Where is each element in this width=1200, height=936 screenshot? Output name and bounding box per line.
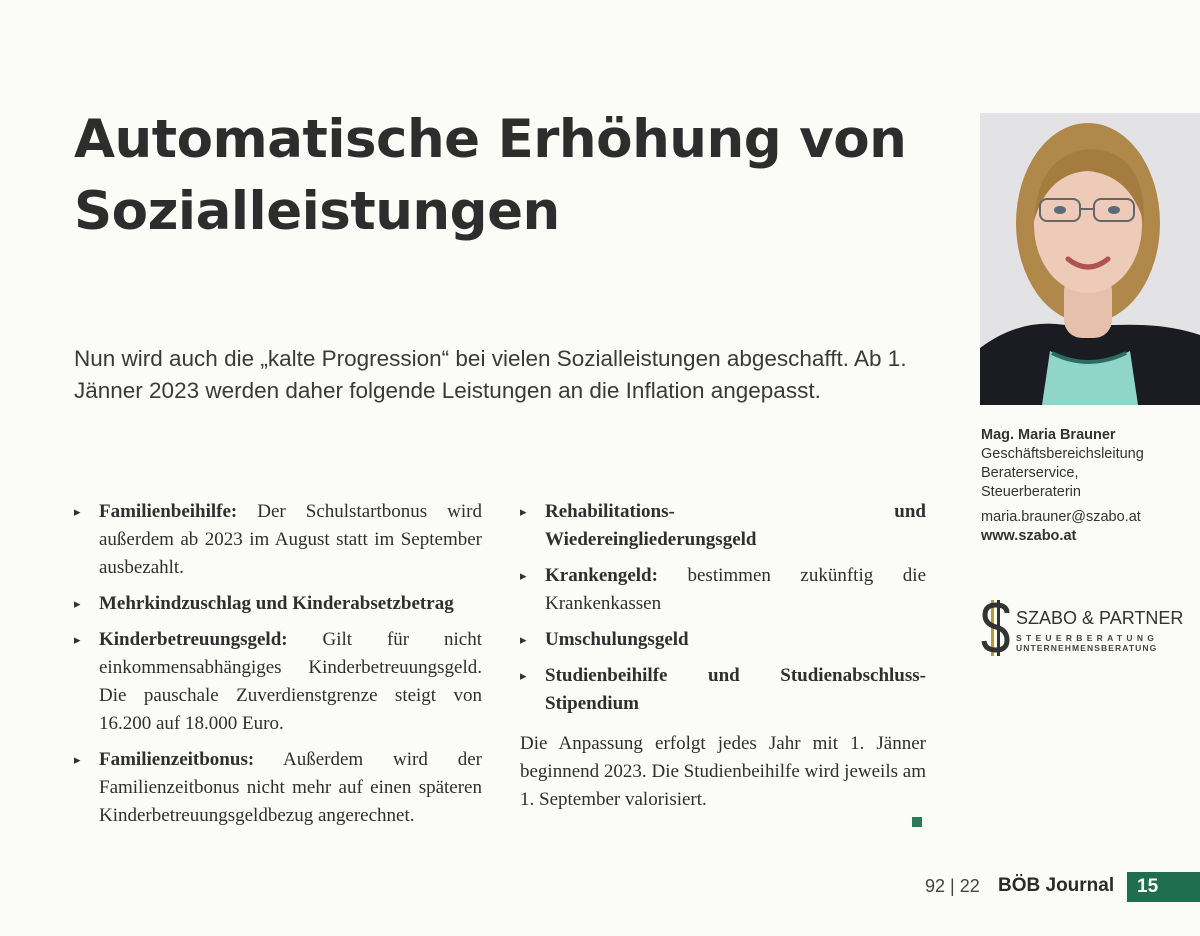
list-item-term: Kinderbetreuungsgeld: [99,629,288,650]
list-item [520,562,926,618]
author-box [981,426,1196,546]
triangle-right-icon: ▸ [520,504,527,519]
logo-subline: STEUERBERATUNG [1016,633,1159,643]
triangle-right-icon: ▸ [520,568,527,583]
author-role-line: Beraterservice, [981,465,1079,481]
page-footer [925,872,1200,902]
triangle-right-icon: ▸ [520,668,527,683]
list-item-term: Familienbeihilfe: [99,501,238,522]
dollar-sign-icon [980,600,1012,656]
author-website[interactable]: www.szabo.at [981,528,1077,544]
list-item-text: Der Schulstartbonus wird außerdem ab 2023 im August statt im September ausbezahlt. [99,501,482,578]
list-item [520,626,926,654]
author-role-line: Steuerberaterin [981,484,1081,500]
list-item-term: Mehrkindzuschlag und Kinderabsetzbetrag [99,593,454,614]
page-number: 15 [1127,872,1200,902]
list-item-term: Umschulungsgeld [545,629,689,650]
list-item [74,746,482,830]
list-item-text: Außerdem wird der Familienzeitbonus nicht mehr auf einen späteren Kinderbetreuungsgeldbezug angerechnet. [99,749,482,826]
triangle-right-icon: ▸ [74,596,81,611]
szabo-partner-logo [980,598,1190,658]
author-photo [980,113,1200,405]
triangle-right-icon: ▸ [74,504,81,519]
right-column [520,498,926,814]
list-item-text: Gilt für nicht einkommensabhängiges Kinderbetreuungsgeld. Die pauschale Zuverdienstgrenze steigt von 16.200 auf 18.000 Euro. [99,629,482,734]
page-title: Automatische Erhöhung von Sozialleistungen [74,109,907,242]
author-email[interactable]: maria.brauner@szabo.at [981,509,1141,525]
list-item [520,498,926,554]
list-item-term: Studienbeihilfe und Studienabschluss-Stipendium [545,665,926,714]
triangle-right-icon: ▸ [520,632,527,647]
author-name: Mag. Maria Brauner [981,427,1116,443]
list-item [520,662,926,718]
left-column [74,498,482,838]
logo-name: SZABO & PARTNER [1016,608,1184,628]
list-item-term: Rehabilitations- und Wiedereingliederungsgeld [545,501,926,550]
lead-paragraph: Nun wird auch die „kalte Progression“ bei vielen Sozialleistungen abgeschafft. Ab 1. Jänner 2023 werden daher folgende Leistungen an die Inflation angepasst. [74,346,907,403]
end-of-article-mark [912,817,922,827]
list-item-text: bestimmen zukünftig die Krankenkassen [545,565,926,614]
list-item [74,590,482,618]
list-item-term: Familienzeitbonus: [99,749,255,770]
list-item [74,498,482,582]
logo-subline: UNTERNEHMENSBERATUNG [1016,643,1158,653]
journal-name: BÖB Journal [998,875,1115,896]
triangle-right-icon: ▸ [74,752,81,767]
list-item-term: Krankengeld: [545,565,658,586]
closing-paragraph: Die Anpassung erfolgt jedes Jahr mit 1. Jänner beginnend 2023. Die Studienbeihilfe wird jeweils am 1. September valorisiert. [520,733,926,810]
issue-number: 92 | 22 [925,876,980,896]
triangle-right-icon: ▸ [74,632,81,647]
list-item [74,626,482,738]
author-role-line: Geschäftsbereichsleitung [981,446,1144,462]
